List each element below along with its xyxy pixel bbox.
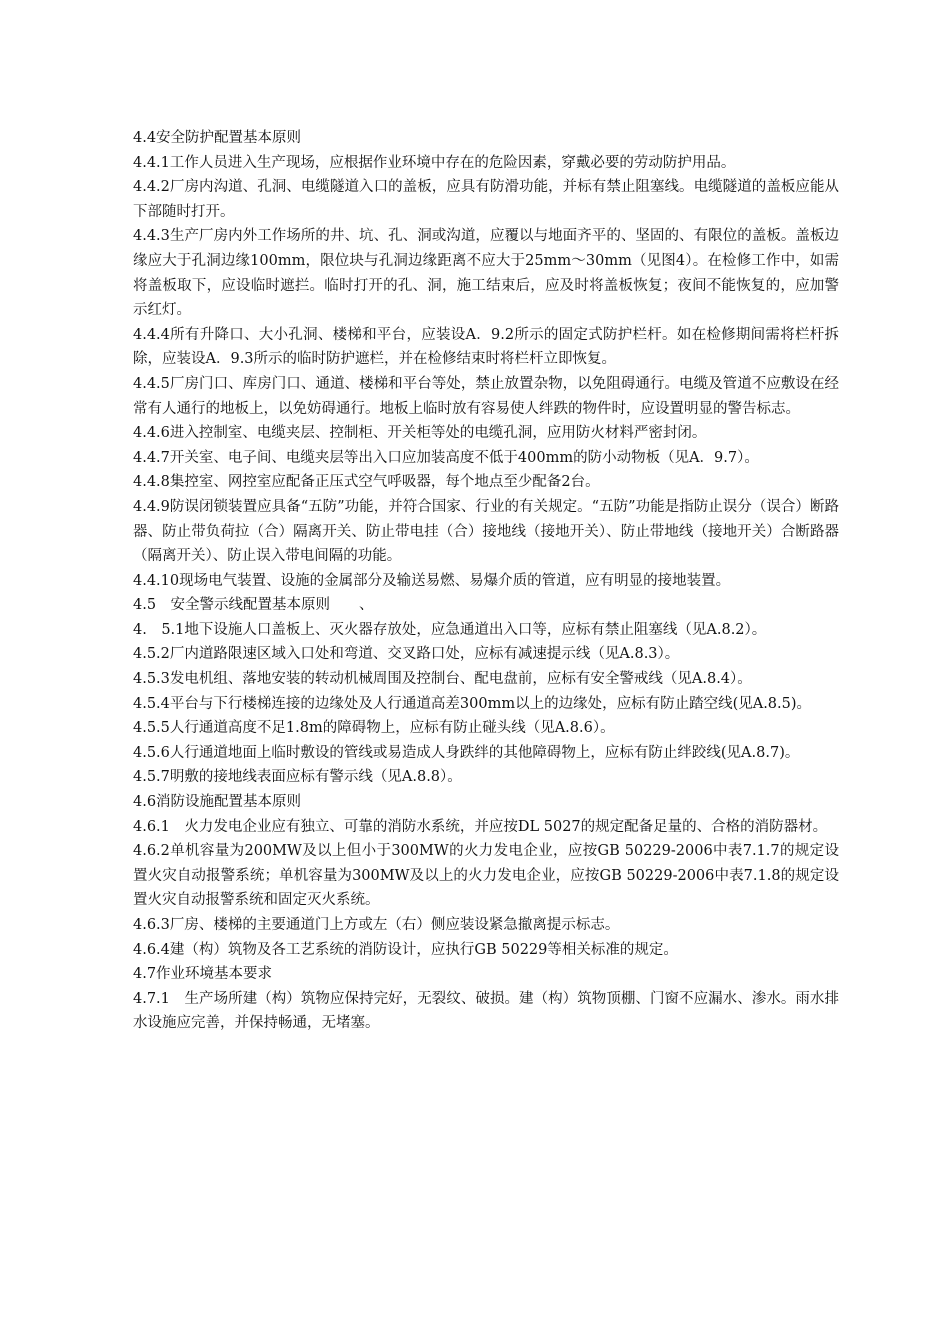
clause-4-6-4: 4.6.4建（构）筑物及各工艺系统的消防设计，应执行GB 50229等相关标准的规定。 [133, 941, 678, 958]
document-page [133, 126, 839, 1036]
section-heading-4-5: 4.5 安全警示线配置基本原则 、 [133, 597, 374, 614]
clause-4-4-1: 4.4.1工作人员进入生产现场，应根据作业环境中存在的危险因素，穿戴必要的劳动防护用品。 [133, 154, 736, 171]
clause-4-7-1: 4.7.1 生产场所建（构）筑物应保持完好，无裂纹、破损。建（构）筑物顶棚、门窗不应漏水、渗水。雨水排水设施应完善，并保持畅通，无堵塞。 [133, 990, 839, 1032]
clause-4-4-2: 4.4.2厂房内沟道、孔洞、电缆隧道入口的盖板，应具有防滑功能，并标有禁止阻塞线。电缆隧道的盖板应能从下部随时打开。 [133, 179, 839, 220]
clause-4-5-2: 4.5.2厂内道路限速区域入口处和弯道、交叉路口处，应标有减速提示线（见A.8.3）。 [133, 646, 680, 663]
clause-4-4-9: 4.4.9防误闭锁装置应具备“五防”功能，并符合国家、行业的有关规定。“五防”功能是指防止误分（误合）断路器、防止带负荷拉（合）隔离开关、防止带电挂（合）接地线（接地开关）、防止带地线（接地开关）合断路器（隔离开关）、防止误入带电间隔的功能。 [133, 498, 839, 565]
clause-4-4-5: 4.4.5厂房门口、库房门口、通道、楼梯和平台等处，禁止放置杂物，以免阻碍通行。电缆及管道不应敷设在经常有人通行的地板上，以免妨碍通行。地板上临时放有容易使人绊跌的物件时，应设置明显的警告标志。 [133, 375, 839, 417]
clause-4-4-8: 4.4.8集控室、网控室应配备正压式空气呼吸器，每个地点至少配备2台。 [133, 474, 600, 491]
clause-4-5-1: 4. 5.1地下设施人口盖板上、灭火器存放处，应急通道出入口等，应标有禁止阻塞线（见A.8.2）。 [133, 621, 767, 638]
clause-4-5-6: 4.5.6人行通道地面上临时敷设的管线或易造成人身跌绊的其他障碍物上，应标有防止绊跤线(见A.8.7)。 [133, 744, 800, 761]
clause-4-4-10: 4.4.10现场电气装置、设施的金属部分及输送易燃、易爆介质的管道，应有明显的接地装置。 [133, 572, 731, 589]
clause-4-4-4: 4.4.4所有升降口、大小孔洞、楼梯和平台，应装设A．9.2所示的固定式防护栏杆。如在检修期间需将栏杆拆除，应装设A．9.3所示的临时防护遮栏，并在检修结束时将栏杆立即恢复。 [133, 326, 839, 368]
section-heading-4-7: 4.7作业环境基本要求 [133, 966, 273, 983]
section-heading-4-4: 4.4安全防护配置基本原则 [133, 130, 302, 146]
clause-4-6-1: 4.6.1 火力发电企业应有独立、可靠的消防水系统，并应按DL 5027的规定配备足量的、合格的消防器材。 [133, 818, 828, 835]
clause-4-5-4: 4.5.4平台与下行楼梯连接的边缘处及人行通道高差300mm以上的边缘处，应标有防止踏空线(见A.8.5)。 [133, 695, 812, 712]
clause-4-4-7: 4.4.7开关室、电子间、电缆夹层等出入口应加装高度不低于400mm的防小动物板（见A．9.7）。 [133, 449, 759, 466]
clause-4-4-3: 4.4.3生产厂房内外工作场所的井、坑、孔、洞或沟道，应覆以与地面齐平的、坚固的、有限位的盖板。盖板边缘应大于孔洞边缘100mm，限位块与孔洞边缘距离不应大于25mm～30mm（见图4）。在检修工作中，如需将盖板取下，应设临时遮拦。临时打开的孔、洞，施工结束后，应及时将盖板恢复；夜间不能恢复的，应加警示红灯。 [133, 228, 839, 319]
clause-4-5-7: 4.5.7明敷的接地线表面应标有警示线（见A.8.8）。 [133, 769, 462, 786]
section-heading-4-6: 4.6消防设施配置基本原则 [133, 794, 302, 811]
clause-4-6-3: 4.6.3厂房、楼梯的主要通道门上方或左（右）侧应装设紧急撤离提示标志。 [133, 917, 620, 933]
clause-4-5-3: 4.5.3发电机组、落地安装的转动机械周围及控制台、配电盘前，应标有安全警戒线（见A.8.4）。 [133, 671, 752, 688]
clause-4-6-2: 4.6.2单机容量为200MW及以上但小于300MW的火力发电企业，应按GB 50229-2006中表7.1.7的规定设置火灾自动报警系统；单机容量为300MW及以上的火力发电企业，应按GB 50229-2006中表7.1.8的规定设置火灾自动报警系统和固定灭火系统。 [133, 843, 839, 909]
clause-4-5-5: 4.5.5人行通道高度不足1.8m的障碍物上，应标有防止碰头线（见A.8.6）。 [133, 720, 615, 737]
clause-4-4-6: 4.4.6进入控制室、电缆夹层、控制柜、开关柜等处的电缆孔洞，应用防火材料严密封闭。 [133, 425, 707, 442]
